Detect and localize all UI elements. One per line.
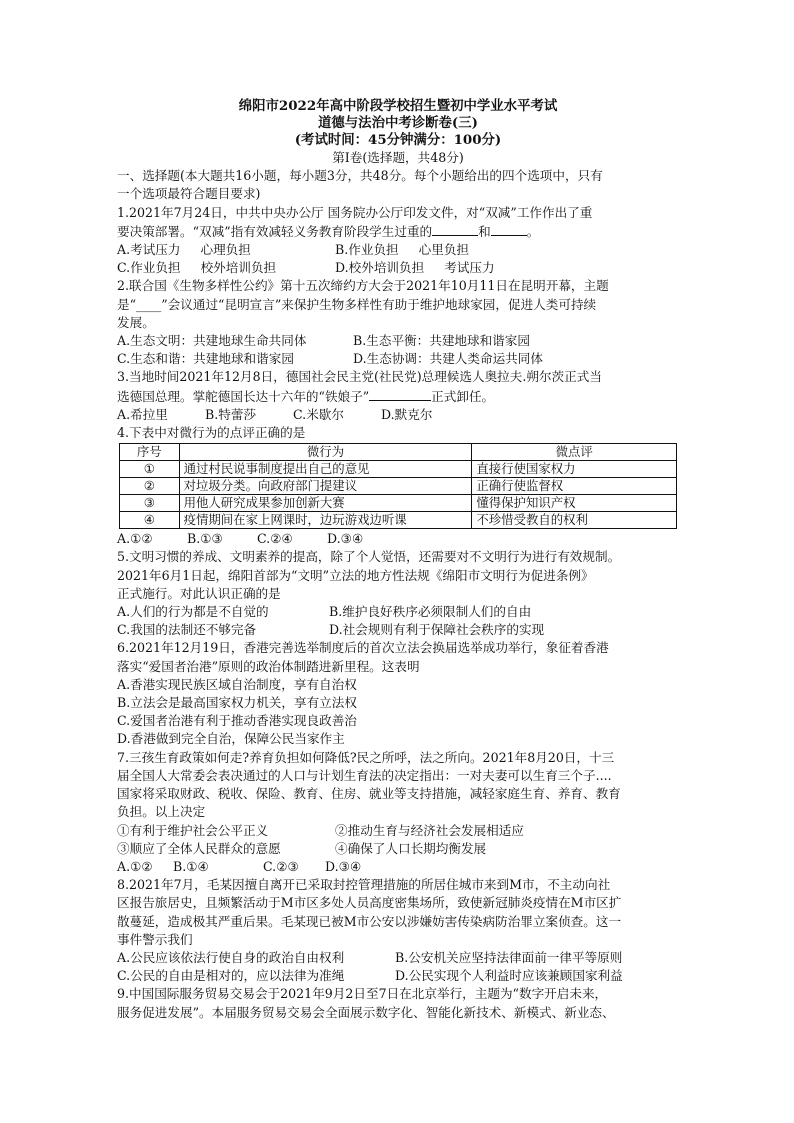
table-cell: 直接行使国家权力 — [472, 461, 677, 478]
table-row — [120, 461, 677, 478]
table-row — [120, 478, 677, 495]
exam-page — [117, 98, 679, 1022]
statement-1: ①有利于维护社会公平正义 — [117, 822, 269, 838]
table-cell: 正确行使监督权 — [472, 478, 677, 495]
question-stem: 6.2021年12月19日，香港完善选举制度后的首次立法会换届选举成功举行，象征着香港 — [117, 640, 609, 656]
behavior-table — [119, 443, 677, 529]
options-row — [117, 621, 679, 639]
option-b: B.立法会是最高国家权力机关，享有立法权 — [117, 695, 357, 711]
options-row — [117, 332, 679, 350]
stem-text: 和 — [478, 223, 491, 239]
answer-blank — [432, 222, 478, 236]
option-a: A.①② — [117, 531, 153, 547]
options-row — [117, 858, 679, 876]
table-cell: ② — [120, 478, 180, 495]
option-b: B.生态平衡：共建地球和谐家园 — [353, 333, 530, 349]
table-cell: 疫情期间在家上网课时，边玩游戏边听课 — [179, 512, 472, 529]
table-header-row — [120, 444, 677, 461]
volume-heading: 第Ⅰ卷(选择题，共48分) — [332, 150, 464, 165]
question-stem-cont: 落实“爱国者治港”原则的政治体制踏进新里程。这表明 — [117, 658, 420, 674]
question-stem-cont: 发展。 — [117, 314, 155, 330]
option-a: A.公民应该依法行使自身的政治自由权利 — [117, 949, 345, 965]
options-row — [117, 241, 679, 259]
option-d: D.香港做到完全自治，保障公民当家作主 — [117, 731, 345, 747]
question-3 — [117, 368, 679, 424]
option-d: D.公民实现个人利益时应该兼顾国家利益 — [395, 968, 623, 984]
question-stem: 3.当地时间2021年12月8日，德国社会民主党(社民党)总理候选人奥拉夫.朔尔茨正式当 — [117, 369, 602, 385]
table-cell: ④ — [120, 512, 180, 529]
question-2 — [117, 277, 679, 368]
option-d: D.社会规则有利于保障社会秩序的实现 — [329, 622, 545, 638]
exam-info: (考试时间：45分钟满分：100分) — [294, 132, 502, 148]
answer-blank — [369, 387, 431, 401]
question-stem-cont: 国家将采取财政、税收、保险、教育、住房、就业等支持措施，减轻家庭生育、养育、教育 — [117, 786, 621, 802]
section-heading-cont: 一个选项最符合题目要求) — [117, 186, 261, 202]
section-heading: 一、选择题(本大题共16小题，每小题3分，共48分。每个小题给出的四个选项中，只有 — [117, 168, 603, 184]
option-c: C.②③ — [263, 858, 299, 874]
option-c: C.爱国者治港有利于推动香港实现良政善治 — [117, 713, 357, 729]
options-row — [117, 603, 679, 621]
stem-text: 。 — [526, 223, 540, 239]
option-c: C.生态和谐：共建地球和谐家园 — [117, 351, 294, 367]
option-c: C.我国的法制还不够完备 — [117, 622, 257, 638]
question-stem-cont: 区报告旅居史，且频繁活动于M市区多处人员高度密集场所，致使新冠肺炎疫情在M市区扩 — [117, 895, 622, 911]
answer-blank — [491, 222, 527, 236]
question-stem: 8.2021年7月，毛某因擅自离开已采取封控管理措施的所居住城市来到M市，不主动向社 — [117, 877, 611, 893]
question-stem-cont — [117, 222, 679, 241]
table-cell: ③ — [120, 495, 180, 512]
question-stem: 2.联合国《生物多样性公约》第十五次缔约方大会于2021年10月11日在昆明开幕，主题 — [117, 278, 609, 294]
option-b: B.维护良好秩序必须限制人们的自由 — [329, 604, 532, 620]
table-header: 微点评 — [472, 444, 677, 461]
question-stem: 7.三孩生育政策如何走?养育负担如何降低?民之所呼，法之所向。2021年8月20日，十三 — [117, 749, 615, 765]
question-stem-cont: 正式施行。对此认识正确的是 — [117, 585, 281, 601]
question-7 — [117, 749, 679, 876]
option-a: A.考试压力 心理负担 — [117, 242, 251, 258]
question-stem-cont: 是“____”会议通过“昆明宣言”来保护生物多样性有助于维护地球家园，促进人类可持续 — [117, 296, 597, 312]
table-cell: ① — [120, 461, 180, 478]
option-c: C.②④ — [257, 531, 293, 547]
question-stem: 1.2021年7月24日，中共中央办公厅 国务院办公厅印发文件，对“双减”工作作出了重 — [117, 204, 593, 220]
question-9 — [117, 985, 679, 1021]
question-5 — [117, 548, 679, 639]
statements-row — [117, 822, 679, 840]
option-a: A.人们的行为都是不自觉的 — [117, 604, 269, 620]
question-stem: 5.文明习惯的养成、文明素养的提高，除了个人觉悟，还需要对不文明行为进行有效规制。 — [117, 549, 621, 565]
options-row — [117, 967, 679, 985]
option-b: B.特蕾莎 — [205, 406, 257, 422]
question-stem-cont: 散蔓延，造成极其严重后果。毛某现已被M市公安以涉嫌妨害传染病防治罪立案侦查。这一 — [117, 913, 622, 929]
option-d: D.生态协调：共建人类命运共同体 — [353, 351, 543, 367]
question-stem-cont: 服务促进发展”。本届服务贸易交易会全面展示数字化、智能化新技术、新模式、新业态、 — [117, 1004, 615, 1020]
statement-3: ③顺应了全体人民群众的意愿 — [117, 840, 281, 856]
question-6 — [117, 639, 679, 748]
stem-text: 选德国总理。掌舵德国长达十六年的“铁娘子” — [117, 388, 370, 404]
exam-subtitle: 道德与法治中考诊断卷(三) — [318, 115, 478, 131]
option-d: D.默克尔 — [381, 406, 433, 422]
question-stem-cont: 负担。以上决定 — [117, 804, 206, 820]
question-stem-cont: 事件警示我们 — [117, 931, 193, 947]
option-c: C.作业负担 校外培训负担 — [117, 260, 277, 276]
question-stem-cont — [117, 387, 679, 406]
options-row — [117, 949, 679, 967]
exam-title: 绵阳市2022年高中阶段学校招生暨初中学业水平考试 — [238, 98, 558, 114]
option-c: C.公民的自由是相对的，应以法律为准绳 — [117, 968, 345, 984]
option-a: A.希拉里 — [117, 406, 168, 422]
question-stem-cont: 届全国人大常委会表决通过的人口与计划生育法的决定指出：一对夫妻可以生育三个子.... — [117, 767, 612, 783]
option-b: B.作业负担 心里负担 — [335, 242, 470, 258]
option-c: C.米歇尔 — [293, 406, 344, 422]
table-cell: 通过村民说事制度提出自己的意见 — [179, 461, 472, 478]
table-row — [120, 495, 677, 512]
table-cell: 用他人研究成果参加创新大赛 — [179, 495, 472, 512]
table-header: 微行为 — [179, 444, 472, 461]
question-stem: 9.中国国际服务贸易交易会于2021年9月2日至7日在北京举行，主题为“数字开启未来， — [117, 986, 608, 1002]
option-a: A.生态文明：共建地球生命共同体 — [117, 333, 307, 349]
question-4 — [117, 424, 679, 548]
question-stem: 4.下表中对微行为的点评正确的是 — [117, 425, 306, 441]
options-row — [117, 406, 679, 424]
options-row — [117, 530, 679, 548]
option-d: D.校外培训负担 考试压力 — [335, 260, 495, 276]
table-cell: 懂得保护知识产权 — [472, 495, 677, 512]
options-row — [117, 350, 679, 368]
option-b: B.公安机关应坚持法律面前一律平等原则 — [395, 949, 623, 965]
option-b: B.①③ — [187, 531, 223, 547]
option-b: B.①④ — [173, 858, 209, 874]
stem-text: 要决策部署。“双减”指有效减轻义务教育阶段学生过重的 — [117, 223, 433, 239]
table-cell: 不珍惜受教自的权利 — [472, 512, 677, 529]
option-d: D.③④ — [327, 531, 364, 547]
question-stem-cont: 2021年6月1日起，绵阳首部为“文明”立法的地方性法规《绵阳市文明行为促进条例》 — [117, 567, 594, 583]
options-row — [117, 259, 679, 277]
statements-row — [117, 840, 679, 858]
table-row — [120, 512, 677, 529]
question-8 — [117, 876, 679, 985]
question-1 — [117, 204, 679, 278]
stem-text: 正式卸任。 — [431, 388, 495, 404]
statement-4: ④确保了人口长期均衡发展 — [335, 840, 487, 856]
table-header: 序号 — [120, 444, 180, 461]
option-a: A.①② — [117, 858, 153, 874]
option-d: D.③④ — [325, 858, 362, 874]
statement-2: ②推动生育与经济社会发展相适应 — [335, 822, 524, 838]
table-cell: 对垃圾分类。向政府部门提建议 — [179, 478, 472, 495]
option-a: A.香港实现民族区域自治制度，享有自治权 — [117, 676, 357, 692]
